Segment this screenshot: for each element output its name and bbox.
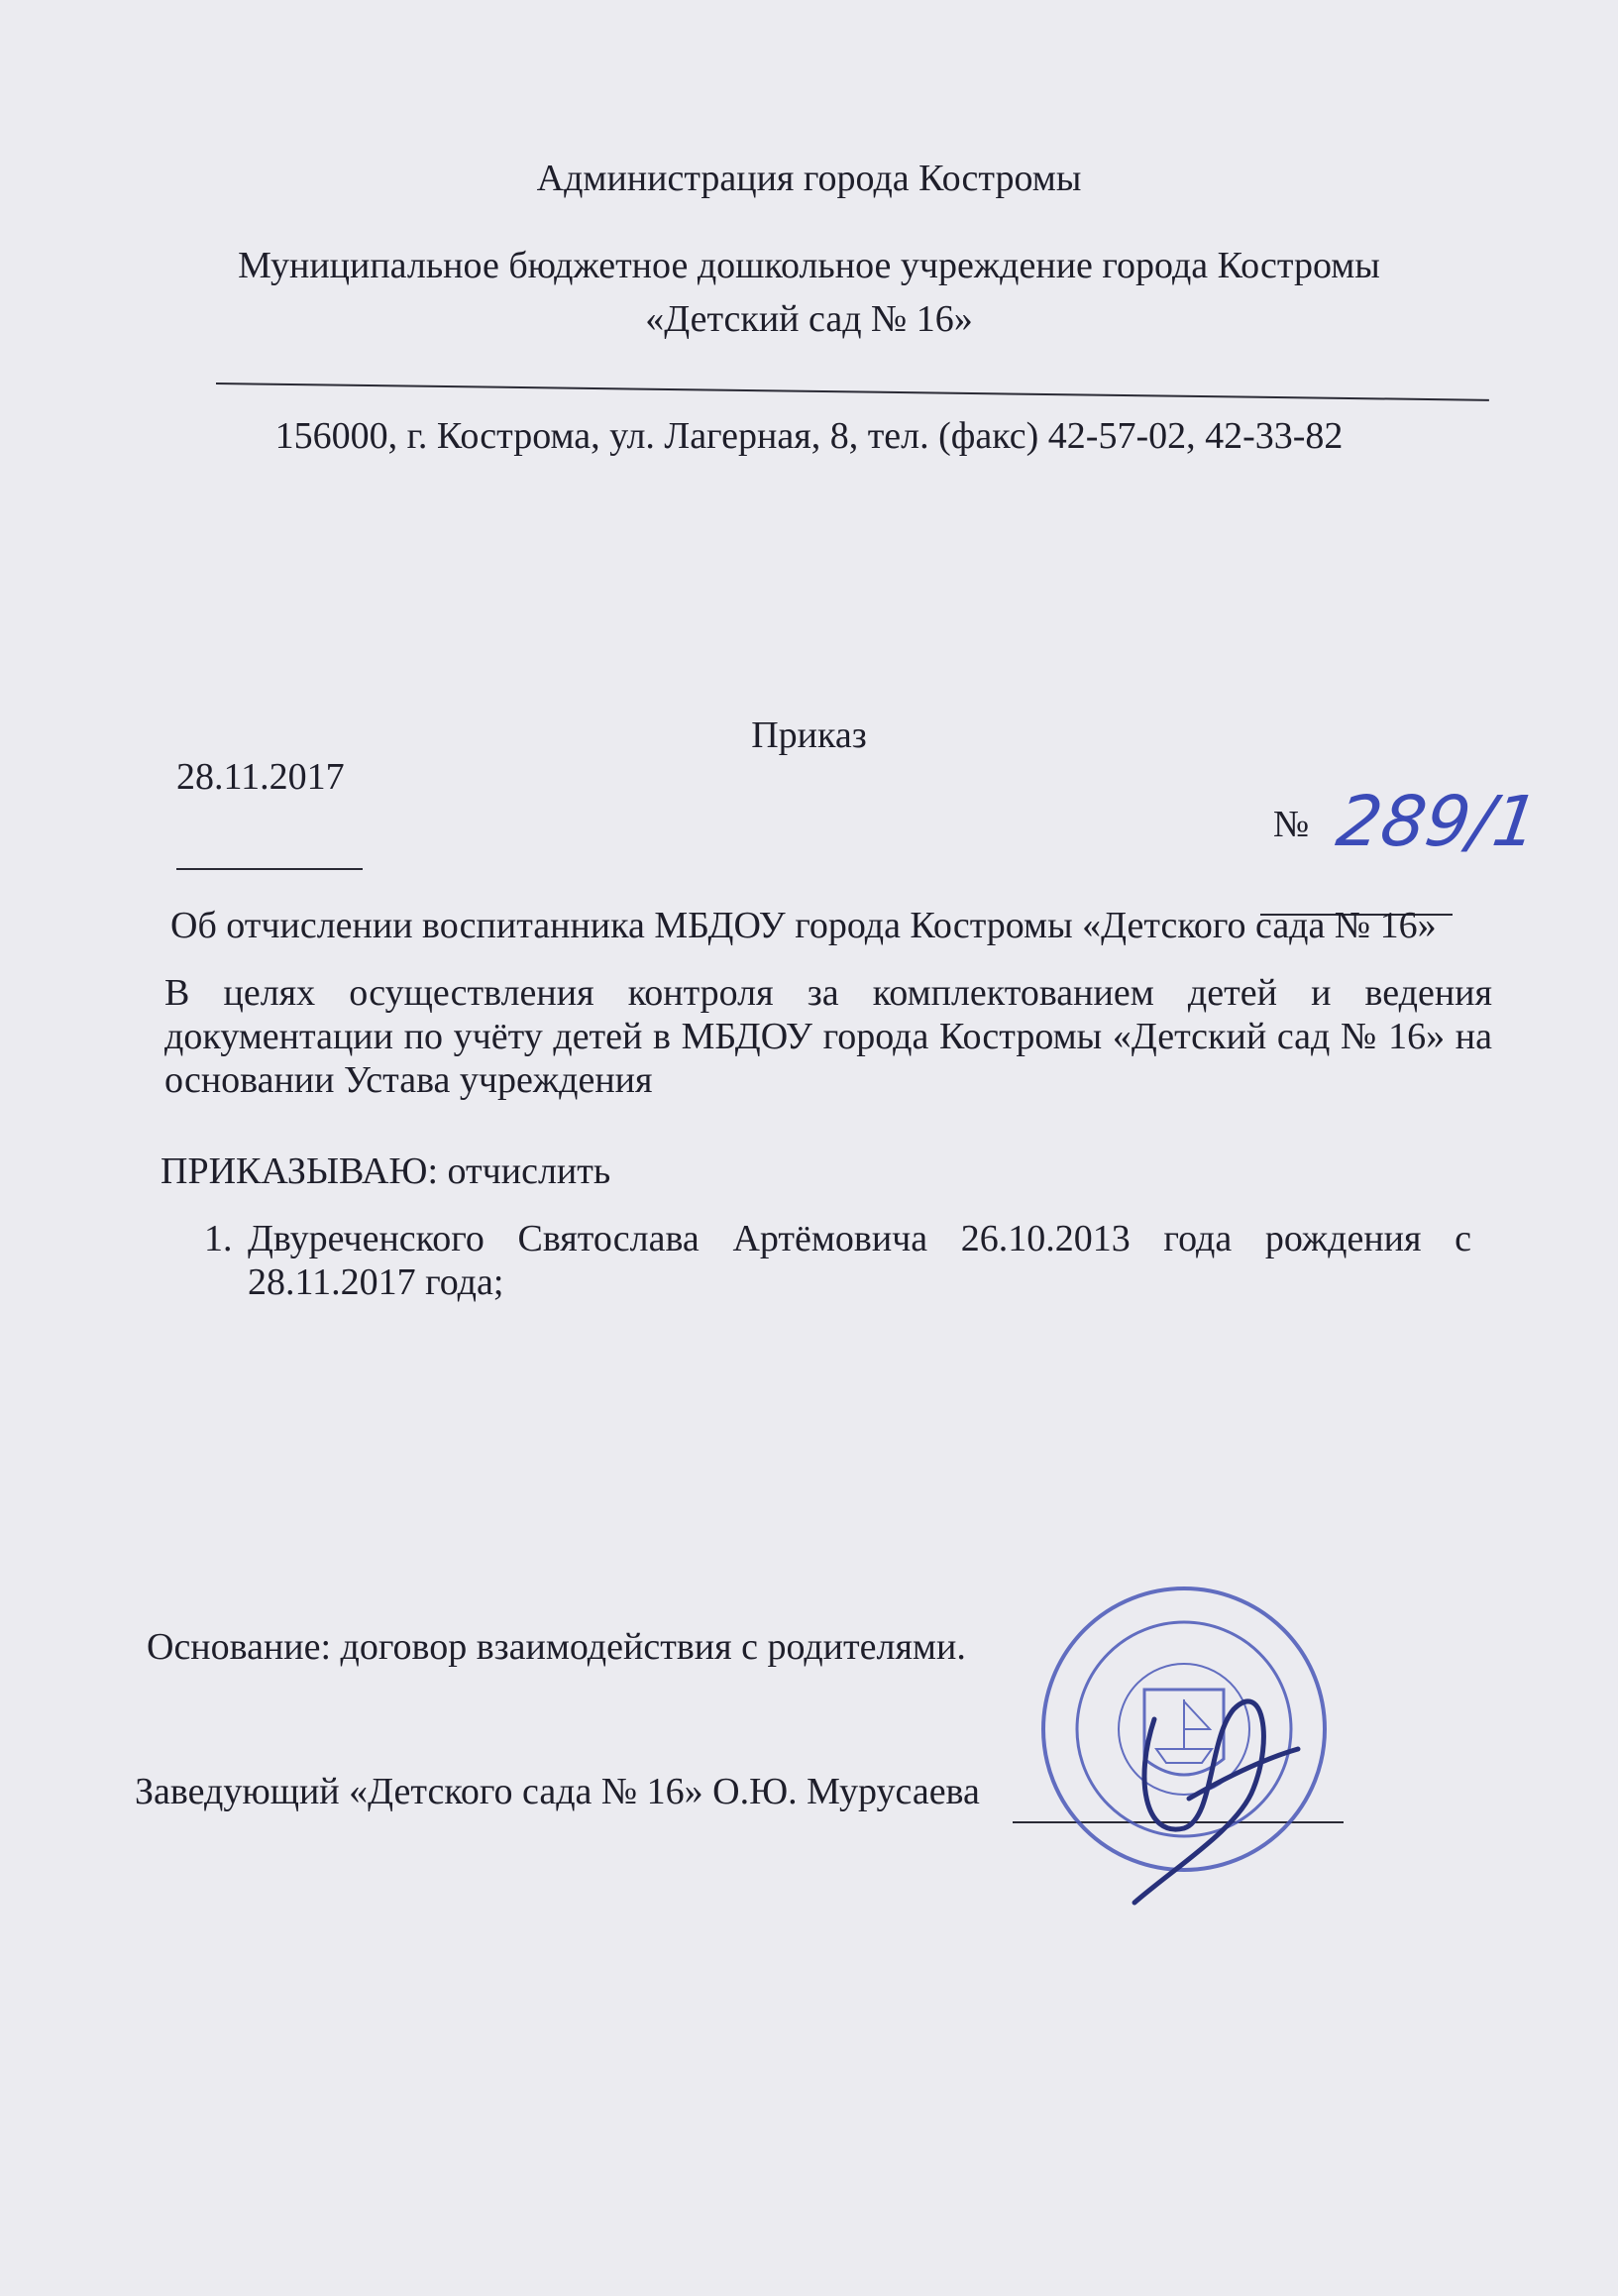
handwritten-signature [1115,1650,1303,1908]
header-kindergarten: «Детский сад № 16» [645,298,973,340]
order-basis: Основание: договор взаимодействия с родителями. [147,1626,966,1668]
order-subject: Об отчислении воспитанника МБДОУ города Костромы «Детского сада № 16» [170,905,1437,946]
order-intro: В целях осуществления контроля за комплектованием детей и ведения документации по учёту детей в МБДОУ города Костромы «Детский сад № 16» на основании Устава учреждения [164,972,1492,1101]
header-institution: Муниципальное бюджетное дошкольное учреждение города Костромы [238,245,1380,286]
order-date: 28.11.2017 [176,756,345,798]
order-item: Двуреченского Святослава Артёмовича 26.10.2013 года рождения с 28.11.2017 года; [248,1218,1471,1303]
header-administration: Администрация города Костромы [536,158,1082,199]
order-title: Приказ [751,714,867,756]
order-number-handwritten: 289/1 [1332,781,1544,862]
header-divider [216,383,1489,401]
order-signature-line: Заведующий «Детского сада № 16» О.Ю. Мурусаева [135,1771,980,1812]
item-number: 1. [204,1218,233,1259]
order-command: ПРИКАЗЫВАЮ: отчислить [161,1150,611,1192]
date-underline [176,868,363,870]
order-number-label: № [1273,804,1310,845]
header-address: 156000, г. Кострома, ул. Лагерная, 8, тел. (факс) 42-57-02, 42-33-82 [274,415,1344,457]
